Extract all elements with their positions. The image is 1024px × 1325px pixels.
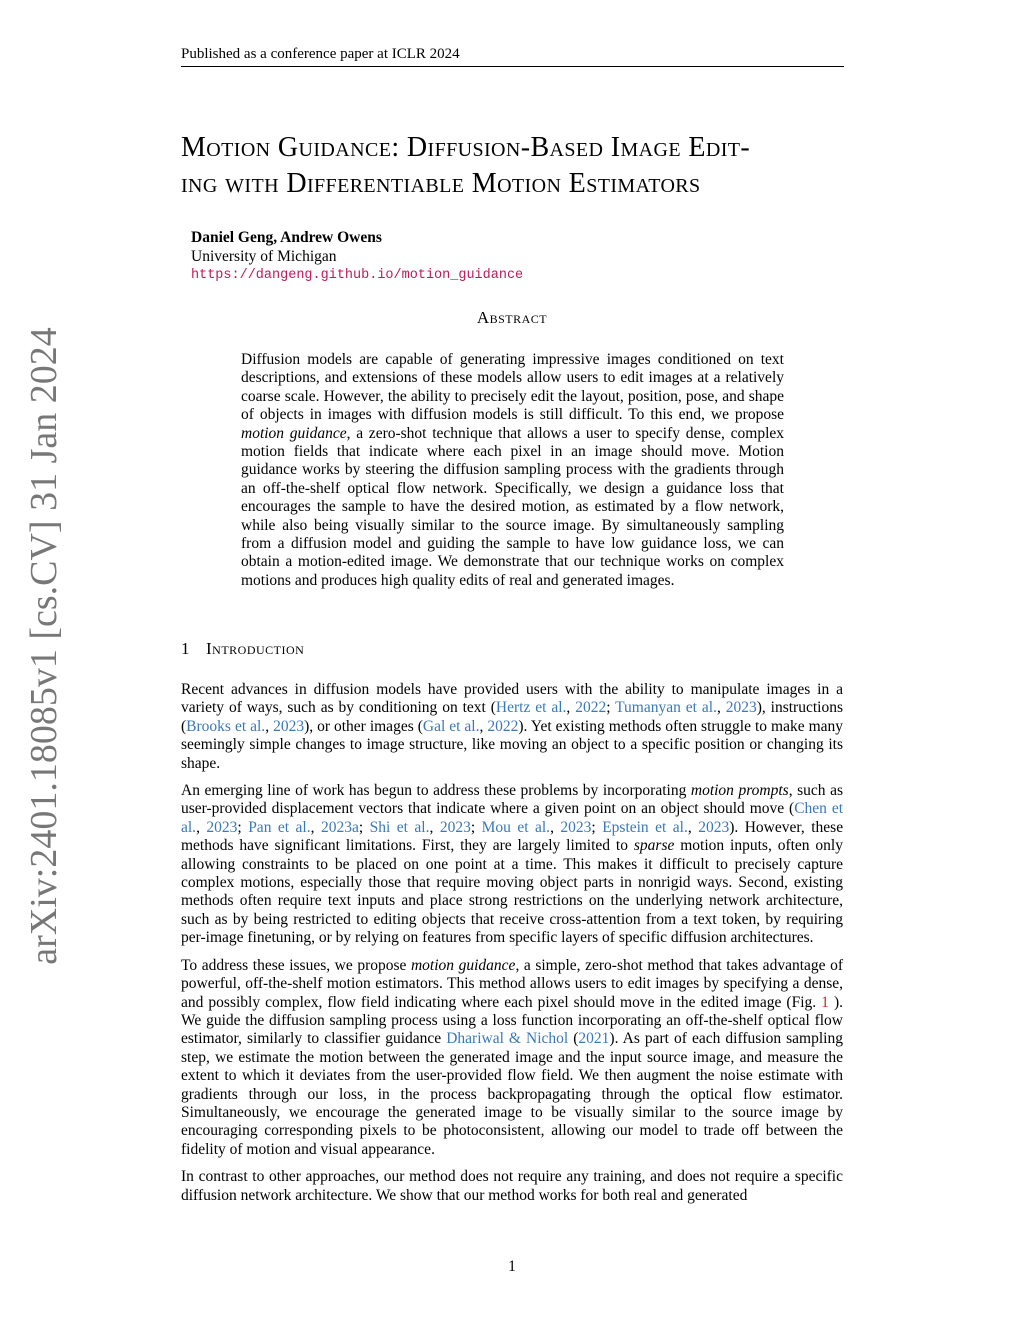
- page-number: 1: [508, 1258, 516, 1275]
- emphasis: sparse: [633, 837, 675, 855]
- text-run: An emerging line of work has begun to address these problems by incorporating: [181, 782, 691, 800]
- abstract-text: [241, 351, 784, 590]
- citation-link[interactable]: Shi et al.: [369, 818, 430, 836]
- abstract-part-1: Diffusion models are capable of generating impressive images conditioned on text descriptions, and extensions of these models allow users to edit images at a relatively coarse scale. However, the ability to precisely edit the layout, position, pose, and shape of objects in images with diffusion models is still difficult. To this end, we propose: [241, 351, 784, 424]
- body-text: [181, 681, 843, 1214]
- emphasis: motion prompts: [690, 782, 789, 800]
- author-affiliation: University of Michigan: [191, 248, 337, 265]
- paragraph-4: In contrast to other approaches, our method does not require any training, and does not require a specific diffusion network architecture. We show that our method works for both real and generated: [181, 1168, 843, 1204]
- citation-link[interactable]: Gal et al.: [422, 717, 480, 735]
- text-run: To address these issues, we propose: [181, 956, 411, 974]
- text-run: ). Yet existing methods often struggle to make many seemingly simple changes to image structure, like moving an object to a specific position or changing its shape.: [181, 717, 844, 772]
- text-run: motion inputs, often only allowing constraints to be placed on one point at a time. This makes it difficult to precisely capture complex motions, especially those that require moving object parts in nonrigid ways. Second, existing methods often require text inputs and place strong restrictions on the underlying network architecture, such as by being restricted to editing objects that receive cross-attention from a text token, by requiring per-image finetuning, or by relying on features from specific layers of specific diffusion architectures.: [181, 837, 843, 947]
- paragraph-2: An emerging line of work has begun to address these problems by incorporating motion prompts, such as user-provided displacement vectors that indicate where a given point on an object should move (Chen et al., 2023; Pan et al., 2023a; Shi et al., 2023; Mou et al., 2023; Epstein et al., 2023). However, these methods have significant limitations. First, they are largely limited to sparse motion inputs, often only allowing constraints to be placed on one point at a time. This makes it difficult to precisely capture complex motions, especially those that require moving object parts in nonrigid ways. Second, existing methods often require text inputs and place strong restrictions on the underlying network architecture, such as by being restricted to editing objects that receive cross-attention from a text token, by requiring per-image finetuning, or by relying on features from specific layers of specific diffusion architectures.: [181, 782, 844, 947]
- project-url-link[interactable]: https://dangeng.github.io/motion_guidance: [191, 268, 524, 283]
- citation-link[interactable]: Chen et al.: [181, 800, 844, 836]
- citation-link[interactable]: Pan et al.: [248, 818, 311, 836]
- citation-link[interactable]: Mou et al.: [481, 818, 551, 836]
- figure-ref-link[interactable]: 1: [821, 993, 829, 1011]
- citation-year-link[interactable]: 2022: [487, 717, 519, 735]
- paper-title: [181, 130, 851, 202]
- author-names: Daniel Geng, Andrew Owens: [191, 229, 382, 246]
- section-heading: [181, 639, 304, 659]
- section-number: 1: [181, 639, 190, 658]
- text-run: , a simple, zero-shot method that takes advantage of powerful, off-the-shelf motion estimators. This method allows users to edit images by specifying a dense, and possibly complex, flow field indicating where each pixel should move in the edited image (Fig.: [181, 956, 843, 1011]
- arxiv-stamp: arXiv:2401.18085v1 [cs.CV] 31 Jan 2024: [23, 327, 65, 965]
- paragraph-1: Recent advances in diffusion models have provided users with the ability to manipulate images in a variety of ways, such as by conditioning on text (Hertz et al., 2022; Tumanyan et al., 2023), instructions (Brooks et al., 2023), or other images (Gal et al., 2022). Yet existing methods often struggle to make many seemingly simple changes to image structure, like moving an object to a specific position or changing its shape.: [181, 681, 844, 772]
- text-run: Recent advances in diffusion models have provided users with the ability to manipulate images in a variety of ways, such as by conditioning on text (: [181, 681, 843, 717]
- author-block: [191, 228, 523, 285]
- text-run: ). As part of each diffusion sampling step, we estimate the motion between the generated image and the input source image, and measure the extent to which it deviates from the user-provided flow field. We then augment the noise estimate with gradients through our loss, in the process backpropagating through the optical flow estimator. Simultaneously, we encourage the generated image to be visually similar to the source image by encouraging corresponding pixels to be photoconsistent, allowing our model to trade off between the fidelity of motion and visual appearance.: [181, 1030, 843, 1158]
- citation-year-link[interactable]: 2023: [560, 818, 592, 836]
- emphasis: motion guidance: [410, 956, 516, 974]
- citation-year-link[interactable]: 2023: [439, 818, 471, 836]
- citation-year-link[interactable]: 2021: [578, 1030, 610, 1048]
- text-run: ), instructions (: [181, 699, 843, 735]
- section-title: Introduction: [206, 639, 305, 658]
- text-run: ). However, these methods have significant limitations. First, they are largely limited to: [181, 818, 844, 855]
- citation-link[interactable]: Dhariwal & Nichol: [446, 1030, 569, 1048]
- citation-year-link[interactable]: 2022: [575, 699, 607, 717]
- citation-link[interactable]: Hertz et al.: [495, 699, 567, 717]
- citation-year-link[interactable]: 2023: [725, 699, 757, 717]
- text-run: ), or other images (: [304, 717, 423, 735]
- abstract-part-2: , a zero-shot technique that allows a user to specify dense, complex motion fields that indicate where each pixel in an image should move. Motion guidance works by steering the diffusion sampling process with the gradients through an off-the-shelf optical flow network. Specifically, we design a guidance loss that encourages the sample to have the desired motion, as estimated by a flow network, while also being visually similar to the source image. By simultaneously sampling from a diffusion model and guiding the sample to have low guidance loss, we can obtain a motion-edited image. We demonstrate that our technique works on complex motions and produces high quality edits of real and generated images.: [241, 424, 785, 589]
- paragraph-3: To address these issues, we propose motion guidance, a simple, zero-shot method that takes advantage of powerful, off-the-shelf motion estimators. This method allows users to edit images by specifying a dense, and possibly complex, flow field indicating where each pixel should move in the edited image (Fig. 1 ). We guide the diffusion sampling process using a loss function incorporating an off-the-shelf optical flow estimator, similarly to classifier guidance Dhariwal & Nichol (2021). As part of each diffusion sampling step, we estimate the motion between the generated image and the input source image, and measure the extent to which it deviates from the user-provided flow field. We then augment the noise estimate with gradients through our loss, in the process backpropagating through the optical flow estimator. Simultaneously, we encourage the generated image to be visually similar to the source image by encouraging corresponding pixels to be photoconsistent, allowing our model to trade off between the fidelity of motion and visual appearance.: [181, 956, 843, 1158]
- citation-year-link[interactable]: 2023: [273, 717, 305, 735]
- text-run: ). We guide the diffusion sampling process using a loss function incorporating an off-the-shelf optical flow estimator, similarly to classifier guidance: [181, 993, 843, 1048]
- abstract-heading: Abstract: [476, 308, 548, 327]
- text-run: , such as user-provided displacement vectors that indicate where a given point on an object should move (: [181, 782, 844, 818]
- citation-year-link[interactable]: 2023: [698, 818, 730, 836]
- title-line-2: ing with Differentiable Motion Estimators: [181, 168, 701, 199]
- citation-link[interactable]: Epstein et al.: [602, 818, 688, 836]
- citation-link[interactable]: Tumanyan et al.: [615, 699, 717, 717]
- citation-year-link[interactable]: 2023a: [320, 818, 359, 836]
- running-header: Published as a conference paper at ICLR 2024: [181, 45, 844, 67]
- citation-year-link[interactable]: 2023: [206, 818, 238, 836]
- citation-link[interactable]: Brooks et al.: [186, 717, 266, 735]
- title-line-1: Motion Guidance: Diffusion-Based Image Edit-: [181, 132, 751, 163]
- abstract-emphasis: motion guidance: [241, 424, 347, 442]
